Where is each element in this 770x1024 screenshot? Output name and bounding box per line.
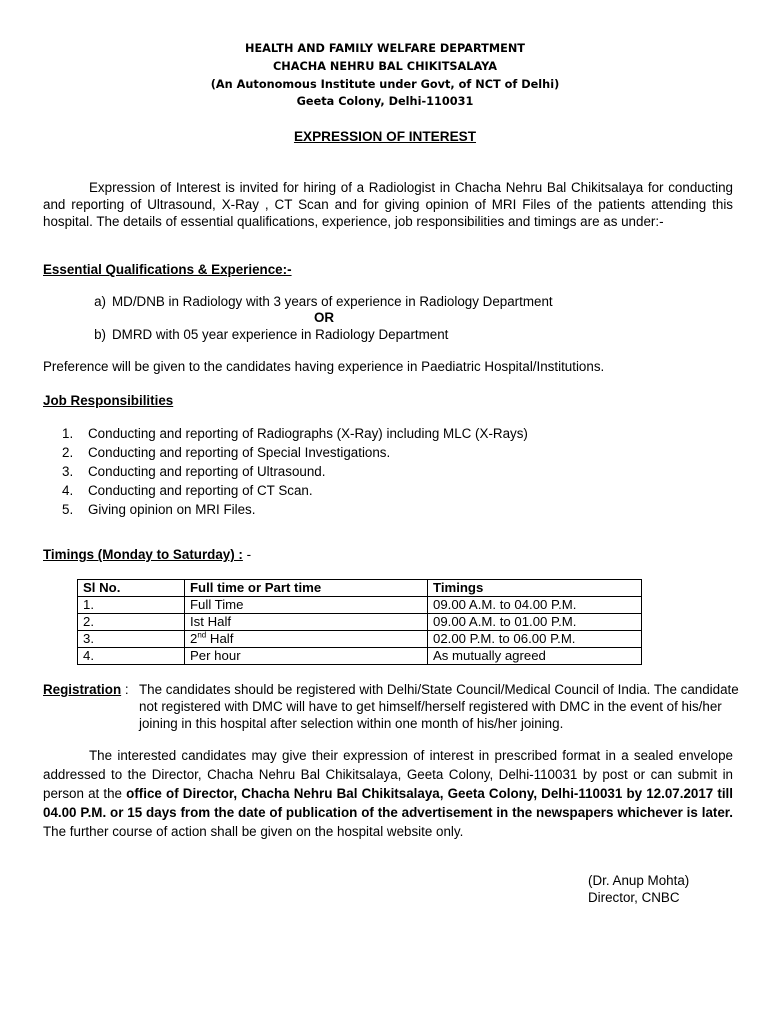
cell-type: Per hour <box>185 648 428 665</box>
column-header: Timings <box>428 580 642 597</box>
header-department: HEALTH AND FAMILY WELFARE DEPARTMENT <box>245 42 525 55</box>
document-title: EXPRESSION OF INTEREST <box>293 129 477 144</box>
responsibilities-heading: Job Responsibilities <box>43 393 174 408</box>
qualification-item-a <box>84 294 553 309</box>
cell-timing: 09.00 A.M. to 04.00 P.M. <box>428 597 642 614</box>
list-item: 3. Conducting and reporting of Ultrasound. <box>62 464 326 479</box>
signatory-designation: Director, CNBC <box>588 890 680 905</box>
closing-paragraph: The interested candidates may give their expression of interest in prescribed format in a sealed envelope addressed to the Director, Chacha Nehru Bal Chikitsalaya, Geeta Colony, Delhi-110031 by post or can submit in person at the office of Director, Chacha Nehru Bal Chikitsalaya, Geeta Colony, Delhi-110031 by 12.07.2017 till 04.00 P.M. or 15 days from the date of publication of the advertisement in the newspapers whichever is later. The further course of action shall be given on the hospital website only. <box>43 748 733 839</box>
table-header-row <box>78 580 642 597</box>
timings-heading: Timings (Monday to Saturday) : <box>43 547 243 562</box>
intro-paragraph: Expression of Interest is invited for hiring of a Radiologist in Chacha Nehru Bal Chikitsalaya for conducting and reporting of Ultrasound, X-Ray , CT Scan and for giving opinion of MRI Files of the patients attending this hospital. The details of essential qualifications, experience, job responsibilities and timings are as under:- <box>43 180 733 229</box>
list-item: 4. Conducting and reporting of CT Scan. <box>62 483 313 498</box>
table-row <box>78 648 642 665</box>
cell-timing: As mutually agreed <box>428 648 642 665</box>
registration-text: The candidates should be registered with Delhi/State Council/Medical Council of India. The candidate not registered with DMC will have to get himself/herself registered with DMC in the event of his/her joining in this hospital after selection within one month of his/her joining. <box>139 682 739 731</box>
or-separator: OR <box>314 310 335 325</box>
registration-label: Registration <box>43 682 122 697</box>
header-address: Geeta Colony, Delhi-110031 <box>296 95 474 108</box>
preference-text: Preference will be given to the candidates having experience in Paediatric Hospital/Institutions. <box>43 359 605 374</box>
header-hospital: CHACHA NEHRU BAL CHIKITSALAYA <box>272 60 498 73</box>
list-item: 1. Conducting and reporting of Radiographs (X-Ray) including MLC (X-Rays) <box>62 426 528 441</box>
qualification-text: MD/DNB in Radiology with 3 years of experience in Radiology Department <box>112 294 553 309</box>
table-row <box>78 597 642 614</box>
list-item: 5. Giving opinion on MRI Files. <box>62 502 256 517</box>
qualification-label: a) <box>94 294 106 309</box>
cell-sl: 3. <box>78 631 185 648</box>
cell-sl: 1. <box>78 597 185 614</box>
header-autonomy: (An Autonomous Institute under Govt, of NCT of Delhi) <box>210 78 560 91</box>
timings-heading-suffix: - <box>242 547 252 562</box>
timings-table <box>77 579 642 665</box>
qualifications-heading: Essential Qualifications & Experience:- <box>43 262 292 277</box>
qualification-label: b) <box>94 327 106 342</box>
registration-block <box>43 681 743 733</box>
column-header: Sl No. <box>78 580 185 597</box>
closing-emphasis: office of Director, Chacha Nehru Bal Chikitsalaya, Geeta Colony, Delhi-110031 by 12.07.2017 till 04.00 P.M. or 15 days from the date of publication of the advertisement in the newspapers whichever is later. <box>43 786 733 820</box>
qualification-item-b <box>84 327 448 342</box>
cell-timing: 09.00 A.M. to 01.00 P.M. <box>428 614 642 631</box>
column-header: Full time or Part time <box>185 580 428 597</box>
qualification-text: DMRD with 05 year experience in Radiology Department <box>112 327 449 342</box>
list-item: 2. Conducting and reporting of Special Investigations. <box>62 445 391 460</box>
cell-timing: 02.00 P.M. to 06.00 P.M. <box>428 631 642 648</box>
responsibilities-list <box>62 424 528 519</box>
cell-type: 2nd Half <box>185 631 428 648</box>
cell-type: Full Time <box>185 597 428 614</box>
cell-sl: 4. <box>78 648 185 665</box>
table-row <box>78 614 642 631</box>
signatory-name: (Dr. Anup Mohta) <box>588 873 690 888</box>
table-row <box>78 631 642 648</box>
timings-heading-line <box>43 547 251 562</box>
cell-type: Ist Half <box>185 614 428 631</box>
cell-sl: 2. <box>78 614 185 631</box>
registration-colon: : <box>121 682 129 697</box>
